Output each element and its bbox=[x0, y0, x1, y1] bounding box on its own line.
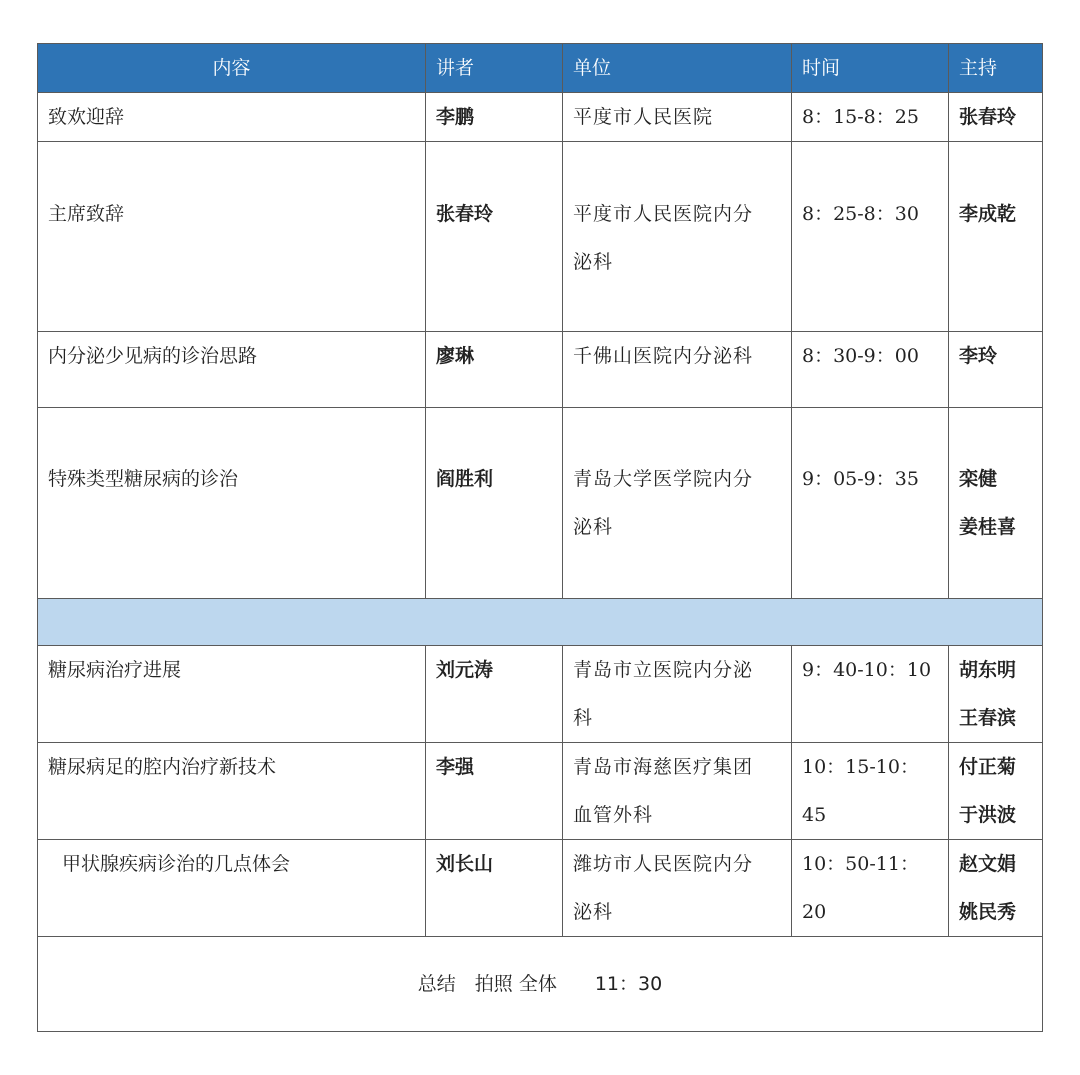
row-time: 8：30-9：00 bbox=[792, 332, 949, 408]
row-speaker: 李强 bbox=[426, 743, 563, 840]
row-unit bbox=[563, 332, 792, 408]
table-row bbox=[38, 93, 1043, 142]
table-row bbox=[38, 142, 1043, 332]
row-time: 9：05-9：35 bbox=[792, 408, 949, 599]
row-host-line: 王春滨 bbox=[959, 707, 1017, 729]
header-unit: 单位 bbox=[563, 44, 792, 93]
header-speaker: 讲者 bbox=[426, 44, 563, 93]
row-speaker: 刘长山 bbox=[426, 840, 563, 937]
row-host bbox=[949, 743, 1043, 840]
row-host-line: 张春玲 bbox=[959, 106, 1017, 128]
row-unit-line: 平度市人民医院 bbox=[573, 106, 714, 128]
row-host bbox=[949, 646, 1043, 743]
row-host-line: 栾健 bbox=[959, 468, 998, 490]
row-unit-line: 青岛大学医学院内分 bbox=[573, 468, 754, 490]
row-host bbox=[949, 840, 1043, 937]
row-time: 9：40-10：10 bbox=[792, 646, 949, 743]
row-unit-line: 泌科 bbox=[573, 901, 614, 923]
table-row bbox=[38, 743, 1043, 840]
row-host-line: 李成乾 bbox=[959, 203, 1017, 225]
row-unit-line: 泌科 bbox=[573, 516, 614, 538]
row-host-line: 赵文娟 bbox=[959, 853, 1017, 875]
row-unit-line: 青岛市立医院内分泌 bbox=[573, 659, 754, 681]
row-content: 糖尿病治疗进展 bbox=[38, 646, 426, 743]
row-unit-line: 平度市人民医院内分 bbox=[573, 203, 754, 225]
row-host-line: 于洪波 bbox=[959, 804, 1017, 826]
table-row bbox=[38, 646, 1043, 743]
row-unit-line: 千佛山医院内分泌科 bbox=[573, 345, 754, 367]
row-host-line: 李玲 bbox=[959, 345, 998, 367]
row-unit-line: 血管外科 bbox=[573, 804, 654, 826]
row-content: 致欢迎辞 bbox=[38, 93, 426, 142]
row-host-line: 胡东明 bbox=[959, 659, 1017, 681]
separator-band bbox=[38, 599, 1043, 646]
header-content: 内容 bbox=[38, 44, 426, 93]
row-time: 8：15-8：25 bbox=[792, 93, 949, 142]
row-content: 内分泌少见病的诊治思路 bbox=[38, 332, 426, 408]
row-speaker: 李鹏 bbox=[426, 93, 563, 142]
row-speaker: 张春玲 bbox=[426, 142, 563, 332]
row-content: 特殊类型糖尿病的诊治 bbox=[38, 408, 426, 599]
header-row bbox=[38, 44, 1043, 93]
row-host bbox=[949, 93, 1043, 142]
row-host bbox=[949, 408, 1043, 599]
row-time: 10：15-10：45 bbox=[792, 743, 949, 840]
row-unit bbox=[563, 840, 792, 937]
section-separator bbox=[38, 599, 1043, 646]
row-content: 主席致辞 bbox=[38, 142, 426, 332]
row-speaker: 阎胜利 bbox=[426, 408, 563, 599]
header-host: 主持 bbox=[949, 44, 1043, 93]
row-unit-line: 青岛市海慈医疗集团 bbox=[573, 756, 754, 778]
row-unit-line: 潍坊市人民医院内分 bbox=[573, 853, 754, 875]
row-host-line: 姚民秀 bbox=[959, 901, 1017, 923]
row-unit bbox=[563, 646, 792, 743]
row-unit-line: 科 bbox=[573, 707, 594, 729]
footer-row bbox=[38, 937, 1043, 1032]
schedule-table bbox=[37, 43, 1043, 1032]
row-speaker: 廖琳 bbox=[426, 332, 563, 408]
row-unit bbox=[563, 142, 792, 332]
footer-text: 总结 拍照 全体 11：30 bbox=[38, 937, 1043, 1032]
row-unit-line: 泌科 bbox=[573, 251, 614, 273]
row-unit bbox=[563, 743, 792, 840]
header-time: 时间 bbox=[792, 44, 949, 93]
table-row bbox=[38, 840, 1043, 937]
row-unit bbox=[563, 408, 792, 599]
row-unit bbox=[563, 93, 792, 142]
table-row bbox=[38, 408, 1043, 599]
row-content: 甲状腺疾病诊治的几点体会 bbox=[38, 840, 426, 937]
row-time: 10：50-11：20 bbox=[792, 840, 949, 937]
row-speaker: 刘元涛 bbox=[426, 646, 563, 743]
row-host-line: 付正菊 bbox=[959, 756, 1017, 778]
row-content: 糖尿病足的腔内治疗新技术 bbox=[38, 743, 426, 840]
table-row bbox=[38, 332, 1043, 408]
row-host bbox=[949, 332, 1043, 408]
row-time: 8：25-8：30 bbox=[792, 142, 949, 332]
row-host bbox=[949, 142, 1043, 332]
row-host-line: 姜桂喜 bbox=[959, 516, 1017, 538]
